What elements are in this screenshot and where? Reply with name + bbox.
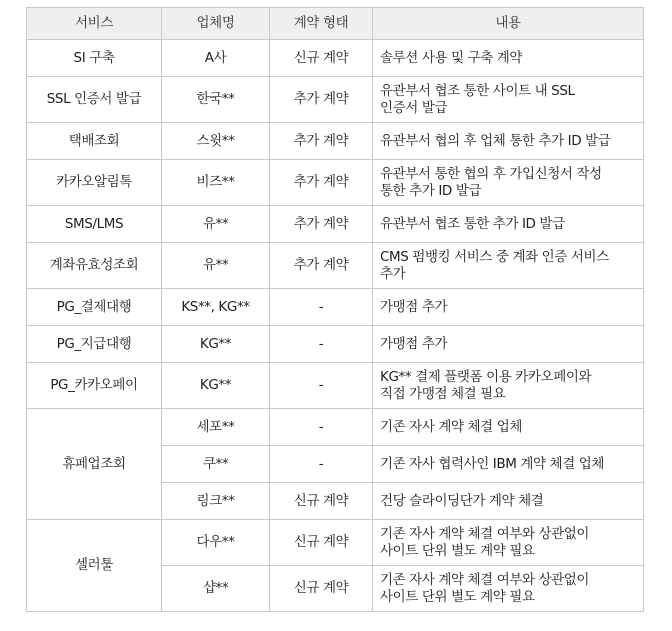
contract-cell: 추가 계약: [270, 160, 373, 206]
description-line: 추가: [380, 265, 406, 282]
service-cell: PG_결제대행: [27, 289, 162, 326]
contract-cell: 신규 계약: [270, 566, 373, 612]
table-row: [27, 160, 644, 206]
vendor-cell: KG**: [162, 363, 270, 409]
contract-cell: 추가 계약: [270, 123, 373, 160]
table-row: [27, 40, 644, 77]
header-description: 내용: [373, 8, 644, 40]
table-row: [27, 326, 644, 363]
contract-cell: -: [270, 409, 373, 446]
description-cell: [373, 40, 644, 77]
vendor-cell: KS**, KG**: [162, 289, 270, 326]
description-line: 기존 자사 계약 체결 업체: [380, 418, 522, 435]
description-line: 가맹점 추가: [380, 335, 448, 352]
service-cell: PG_카카오페이: [27, 363, 162, 409]
vendor-cell: 비즈**: [162, 160, 270, 206]
description-line: 사이트 단위 별도 계약 필요: [380, 588, 535, 605]
description-line: 건당 슬라이딩단가 계약 체결: [380, 492, 544, 509]
description-line: 기존 자사 계약 체결 여부와 상관없이: [380, 525, 590, 542]
service-cell: 계좌유효성조회: [27, 243, 162, 289]
service-cell: 휴페업조회: [27, 409, 162, 520]
contract-cell: 신규 계약: [270, 520, 373, 566]
description-cell: [373, 326, 644, 363]
vendor-cell: 유**: [162, 243, 270, 289]
service-cell: SI 구축: [27, 40, 162, 77]
table-row: [27, 77, 644, 123]
header-service: 서비스: [27, 8, 162, 40]
table-row: [27, 243, 644, 289]
description-line: 유관부서 협조 통한 사이트 내 SSL: [380, 82, 575, 99]
vendor-cell: 스윗**: [162, 123, 270, 160]
vendor-cell: 다우**: [162, 520, 270, 566]
description-cell: [373, 483, 644, 520]
header-row: [27, 8, 644, 40]
contract-cell: 추가 계약: [270, 206, 373, 243]
description-line: 통한 추가 ID 발급: [380, 182, 482, 199]
description-cell: [373, 566, 644, 612]
service-cell: 셀러툴: [27, 520, 162, 612]
description-line: 직접 가맹점 체결 필요: [380, 385, 506, 402]
vendor-cell: KG**: [162, 326, 270, 363]
service-cell: SSL 인증서 발급: [27, 77, 162, 123]
description-line: 인증서 발급: [380, 99, 448, 116]
description-cell: [373, 520, 644, 566]
service-contract-table: [26, 7, 644, 612]
contract-cell: 추가 계약: [270, 243, 373, 289]
header-vendor: 업체명: [162, 8, 270, 40]
service-cell: SMS/LMS: [27, 206, 162, 243]
contract-cell: -: [270, 326, 373, 363]
description-line: 사이트 단위 별도 계약 필요: [380, 542, 535, 559]
vendor-cell: 링크**: [162, 483, 270, 520]
contract-cell: 신규 계약: [270, 40, 373, 77]
contract-cell: 신규 계약: [270, 483, 373, 520]
table-row: [27, 409, 644, 446]
description-cell: [373, 123, 644, 160]
description-line: 솔루션 사용 및 구축 계약: [380, 49, 522, 66]
table-row: [27, 520, 644, 566]
vendor-cell: 세포**: [162, 409, 270, 446]
vendor-cell: 유**: [162, 206, 270, 243]
description-line: 유관부서 통한 협의 후 가입신청서 작성: [380, 165, 602, 182]
description-cell: [373, 160, 644, 206]
table-row: [27, 123, 644, 160]
description-line: KG** 결제 플랫폼 이용 카카오페이와: [380, 368, 592, 385]
service-cell: 카카오알림톡: [27, 160, 162, 206]
description-cell: [373, 243, 644, 289]
table-row: [27, 289, 644, 326]
description-cell: [373, 206, 644, 243]
header-contract-type: 계약 형태: [270, 8, 373, 40]
description-line: 기존 자사 협력사인 IBM 계약 체결 업체: [380, 455, 605, 472]
description-cell: [373, 446, 644, 483]
vendor-cell: 한국**: [162, 77, 270, 123]
vendor-cell: 샵**: [162, 566, 270, 612]
description-cell: [373, 289, 644, 326]
table-row: [27, 206, 644, 243]
description-line: 유관부서 협의 후 업체 통한 추가 ID 발급: [380, 132, 611, 149]
description-line: 기존 자사 계약 체결 여부와 상관없이: [380, 571, 590, 588]
description-line: 가맹점 추가: [380, 298, 448, 315]
contract-cell: 추가 계약: [270, 77, 373, 123]
contract-cell: -: [270, 363, 373, 409]
vendor-cell: A사: [162, 40, 270, 77]
service-cell: 택배조회: [27, 123, 162, 160]
table-row: [27, 363, 644, 409]
contract-cell: -: [270, 289, 373, 326]
vendor-cell: 쿠**: [162, 446, 270, 483]
description-line: 유관부서 협조 통한 추가 ID 발급: [380, 215, 565, 232]
description-line: CMS 펌뱅킹 서비스 중 계좌 인증 서비스: [380, 248, 609, 265]
description-cell: [373, 77, 644, 123]
contract-cell: -: [270, 446, 373, 483]
description-cell: [373, 409, 644, 446]
description-cell: [373, 363, 644, 409]
service-cell: PG_지급대행: [27, 326, 162, 363]
